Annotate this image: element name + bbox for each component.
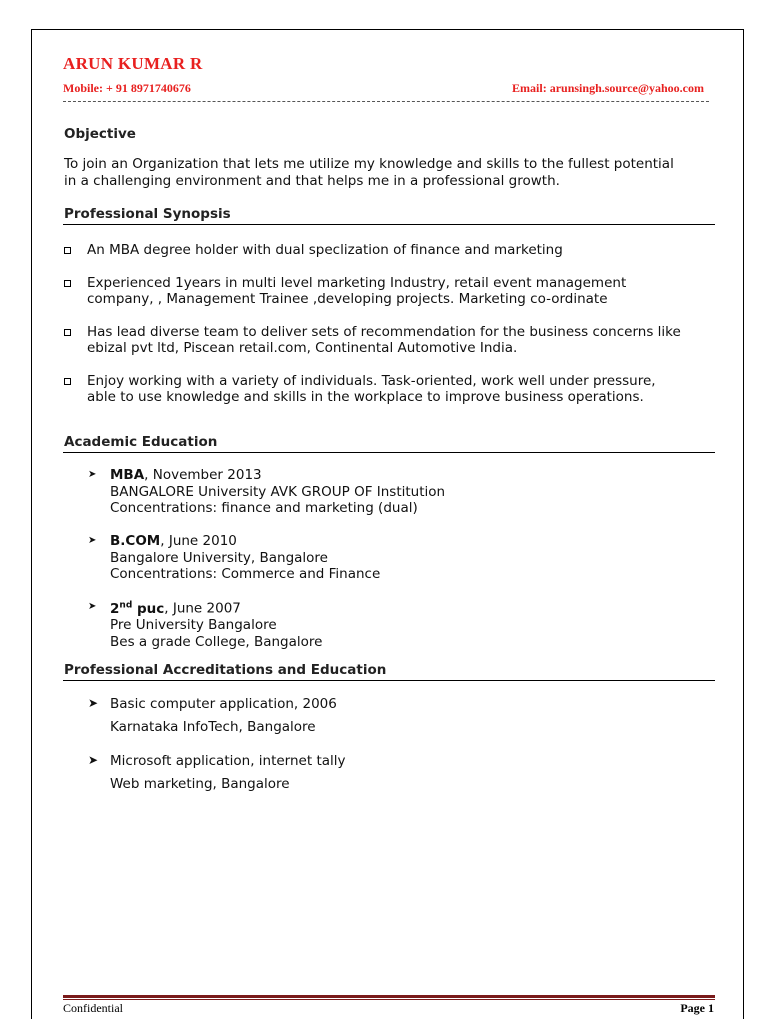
synopsis-rule: [63, 224, 715, 225]
degree-date: , June 2010: [160, 533, 237, 549]
synopsis-item-line: able to use knowledge and skills in the workplace to improve business operations.: [87, 389, 644, 405]
email-address: Email: arunsingh.source@yahoo.com: [512, 81, 704, 95]
accreditation-provider: Web marketing, Bangalore: [110, 776, 290, 792]
synopsis-item-line: company, , Management Trainee ,developing projects. Marketing co-ordinate: [87, 291, 608, 307]
synopsis-item: [64, 275, 724, 307]
footer-rule: [63, 995, 715, 998]
accreditation-title: Basic computer application, 2006: [110, 696, 337, 712]
objective-heading: Objective: [64, 126, 136, 142]
arrow-bullet-icon: ➤: [88, 535, 97, 546]
objective-line-2: in a challenging environment and that helps me in a professional growth.: [64, 173, 560, 189]
accreditation-entry: [88, 696, 337, 735]
arrow-bullet-icon: ➤: [88, 601, 97, 612]
degree-name: MBA: [110, 467, 145, 483]
degree-name: 2nd puc: [110, 600, 165, 617]
synopsis-item: [64, 242, 724, 258]
accreditation-provider: Karnataka InfoTech, Bangalore: [110, 719, 316, 735]
arrow-bullet-icon: ➤: [88, 469, 97, 480]
institution: Pre University Bangalore: [110, 617, 277, 633]
synopsis-item: [64, 324, 724, 356]
education-entry: [88, 597, 322, 650]
footer-page-number: Page 1: [680, 1001, 714, 1015]
footer-confidential: Confidential: [63, 1001, 123, 1015]
objective-line-1: To join an Organization that lets me utilize my knowledge and skills to the fullest potential: [64, 156, 674, 172]
synopsis-item-line: Has lead diverse team to deliver sets of recommendation for the business concerns like: [87, 324, 681, 340]
accreditations-rule: [63, 680, 715, 681]
degree-name: B.COM: [110, 533, 161, 549]
concentrations: Concentrations: Commerce and Finance: [110, 566, 381, 582]
accreditation-entry: [88, 753, 346, 792]
institution-detail: Bes a grade College, Bangalore: [110, 633, 323, 650]
academic-heading: Academic Education: [64, 434, 218, 450]
degree-date: , November 2013: [144, 467, 262, 483]
accreditation-title: Microsoft application, internet tally: [110, 753, 346, 769]
synopsis-item-line: Experienced 1years in multi level marketing Industry, retail event management: [87, 275, 627, 291]
arrow-bullet-icon: ➤: [88, 753, 99, 767]
synopsis-heading: Professional Synopsis: [64, 206, 231, 222]
concentrations: Concentrations: finance and marketing (dual): [110, 500, 418, 516]
academic-rule: [63, 452, 715, 453]
mobile-number: Mobile: + 91 8971740676: [63, 81, 191, 95]
square-bullet-icon: [64, 329, 71, 336]
education-entry: [88, 467, 445, 517]
education-entry: [88, 533, 380, 583]
synopsis-item-line: ebizal pvt ltd, Piscean retail.com, Continental Automotive India.: [87, 340, 518, 356]
footer-rule-thin: [63, 999, 715, 1000]
objective-text: [64, 156, 724, 190]
candidate-name: ARUN KUMAR R: [63, 54, 203, 73]
synopsis-item: [64, 373, 724, 405]
degree-date: , June 2007: [164, 600, 241, 617]
square-bullet-icon: [64, 247, 71, 254]
synopsis-item-line: An MBA degree holder with dual speclization of finance and marketing: [87, 242, 563, 258]
accreditations-heading: Professional Accreditations and Education: [64, 662, 387, 678]
arrow-bullet-icon: ➤: [88, 696, 99, 710]
header-divider: [63, 101, 709, 102]
square-bullet-icon: [64, 280, 71, 287]
synopsis-item-line: Enjoy working with a variety of individuals. Task-oriented, work well under pressure,: [87, 373, 656, 389]
institution: Bangalore University, Bangalore: [110, 549, 328, 566]
institution: BANGALORE University AVK GROUP OF Institution: [110, 483, 446, 500]
square-bullet-icon: [64, 378, 71, 385]
